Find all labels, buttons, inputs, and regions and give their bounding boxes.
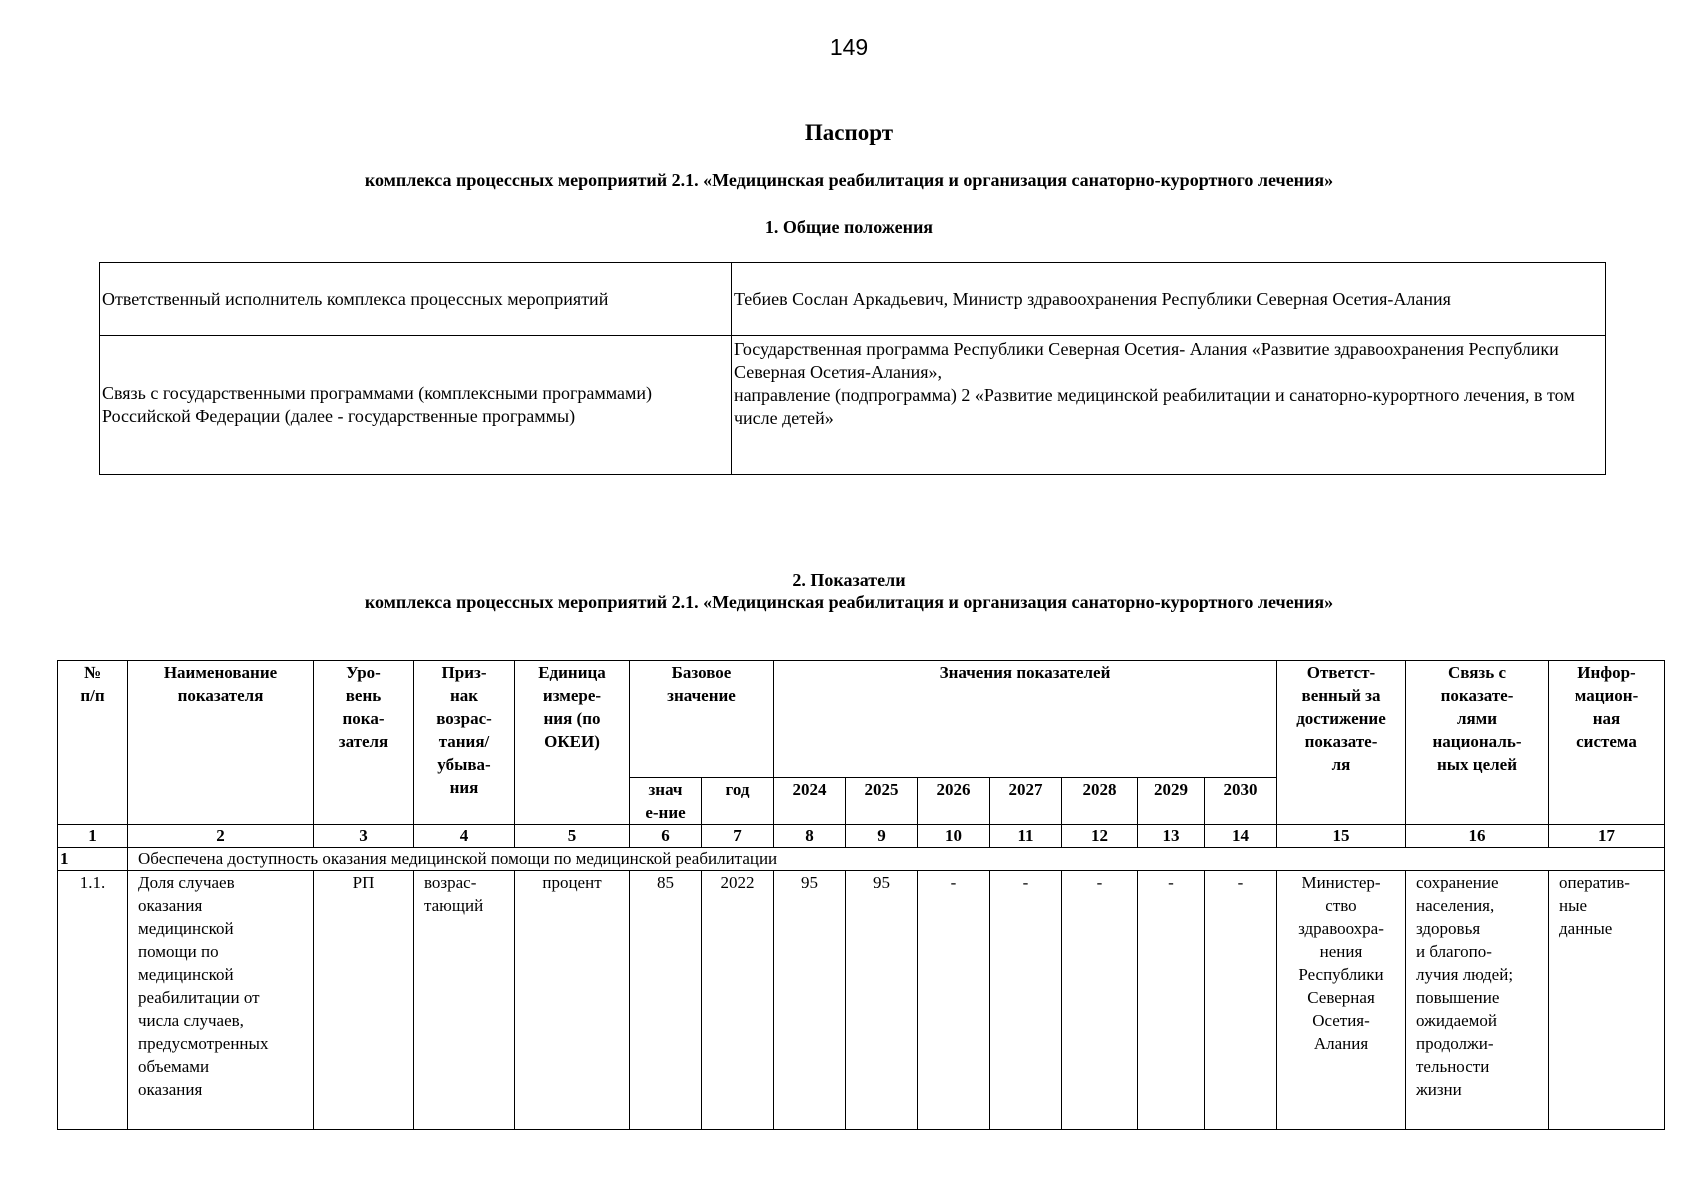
header-unit: Единица измере- ния (по ОКЕИ)	[515, 661, 630, 825]
header-level: Уро- вень пока- зателя	[314, 661, 414, 825]
header-link: Связь с показате- лями националь- ных целей	[1406, 661, 1549, 825]
general-row-responsible	[100, 263, 1606, 336]
column-number: 2	[128, 825, 314, 848]
header-year-2029: 2029	[1138, 778, 1205, 825]
general-label-programs: Связь с государственными программами (комплексными программами) Российской Федерации (далее - государственные программы)	[100, 336, 732, 475]
column-number: 6	[630, 825, 702, 848]
column-number: 7	[702, 825, 774, 848]
indicators-table	[57, 660, 1665, 1130]
header-sign: Приз- нак возрас- тания/ убыва- ния	[414, 661, 515, 825]
header-base-year: год	[702, 778, 774, 825]
document-subtitle: комплекса процессных мероприятий 2.1. «Медицинская реабилитация и организация санаторно-курортного лечения»	[364, 170, 1334, 190]
header-info: Инфор- мацион- ная система	[1549, 661, 1665, 825]
general-row-programs	[100, 336, 1606, 475]
column-number: 10	[918, 825, 990, 848]
row-num: 1.1.	[58, 871, 128, 1130]
column-number: 12	[1062, 825, 1138, 848]
group-text: Обеспечена доступность оказания медицинской помощи по медицинской реабилитации	[128, 848, 1665, 871]
group-num: 1	[58, 848, 128, 871]
row-level: РП	[314, 871, 414, 1130]
table-row	[58, 871, 1665, 1130]
row-link: сохранение населения, здоровья и благопо- лучия людей; повышение ожидаемой продолжи- тельности жизни	[1406, 871, 1549, 1130]
row-base-value: 85	[630, 871, 702, 1130]
column-number: 4	[414, 825, 515, 848]
header-year-2028: 2028	[1062, 778, 1138, 825]
header-values: Значения показателей	[774, 661, 1277, 778]
section-1-title: 1. Общие положения	[764, 217, 934, 237]
row-value-2027: -	[990, 871, 1062, 1130]
row-value-2025: 95	[846, 871, 918, 1130]
row-value-2029: -	[1138, 871, 1205, 1130]
section-2-title: 2. Показатели	[792, 570, 906, 590]
header-num: № п/п	[58, 661, 128, 825]
row-base-year: 2022	[702, 871, 774, 1130]
row-info: оператив- ные данные	[1549, 871, 1665, 1130]
header-base-value: знач е-ние	[630, 778, 702, 825]
header-year-2030: 2030	[1205, 778, 1277, 825]
general-value-responsible: Тебиев Сослан Аркадьевич, Министр здравоохранения Республики Северная Осетия-Алания	[732, 263, 1606, 336]
column-number: 13	[1138, 825, 1205, 848]
general-label-responsible: Ответственный исполнитель комплекса процессных мероприятий	[100, 263, 732, 336]
document-title: Паспорт	[804, 120, 894, 145]
row-unit: процент	[515, 871, 630, 1130]
row-responsible: Министер- ство здравоохра- нения Республики Северная Осетия- Алания	[1277, 871, 1406, 1130]
column-number: 5	[515, 825, 630, 848]
row-value-2026: -	[918, 871, 990, 1130]
column-number-row	[58, 825, 1665, 848]
general-provisions-table	[99, 262, 1606, 475]
header-year-2026: 2026	[918, 778, 990, 825]
column-number: 15	[1277, 825, 1406, 848]
general-value-programs: Государственная программа Республики Северная Осетия- Алания «Развитие здравоохранения Республики Северная Осетия-Алания», направление (подпрограмма) 2 «Развитие медицинской реабилитации и санаторно-курортного лечения, в том числе детей»	[732, 336, 1606, 475]
row-value-2030: -	[1205, 871, 1277, 1130]
page-number: 149	[829, 34, 869, 60]
section-2-subtitle: комплекса процессных мероприятий 2.1. «Медицинская реабилитация и организация санаторно-курортного лечения»	[364, 592, 1334, 612]
header-year-2027: 2027	[990, 778, 1062, 825]
header-year-2025: 2025	[846, 778, 918, 825]
header-responsible: Ответст- венный за достижение показате- ля	[1277, 661, 1406, 825]
header-name: Наименование показателя	[128, 661, 314, 825]
column-number: 1	[58, 825, 128, 848]
column-number: 16	[1406, 825, 1549, 848]
column-number: 8	[774, 825, 846, 848]
table-header-row	[58, 661, 1665, 778]
column-number: 14	[1205, 825, 1277, 848]
row-value-2024: 95	[774, 871, 846, 1130]
header-year-2024: 2024	[774, 778, 846, 825]
column-number: 17	[1549, 825, 1665, 848]
group-row	[58, 848, 1665, 871]
column-number: 3	[314, 825, 414, 848]
column-number: 9	[846, 825, 918, 848]
header-base: Базовое значение	[630, 661, 774, 778]
row-sign: возрас- тающий	[414, 871, 515, 1130]
row-name: Доля случаев оказания медицинской помощи по медицинской реабилитации от числа случаев, предусмотренных объемами оказания	[128, 871, 314, 1130]
column-number: 11	[990, 825, 1062, 848]
row-value-2028: -	[1062, 871, 1138, 1130]
